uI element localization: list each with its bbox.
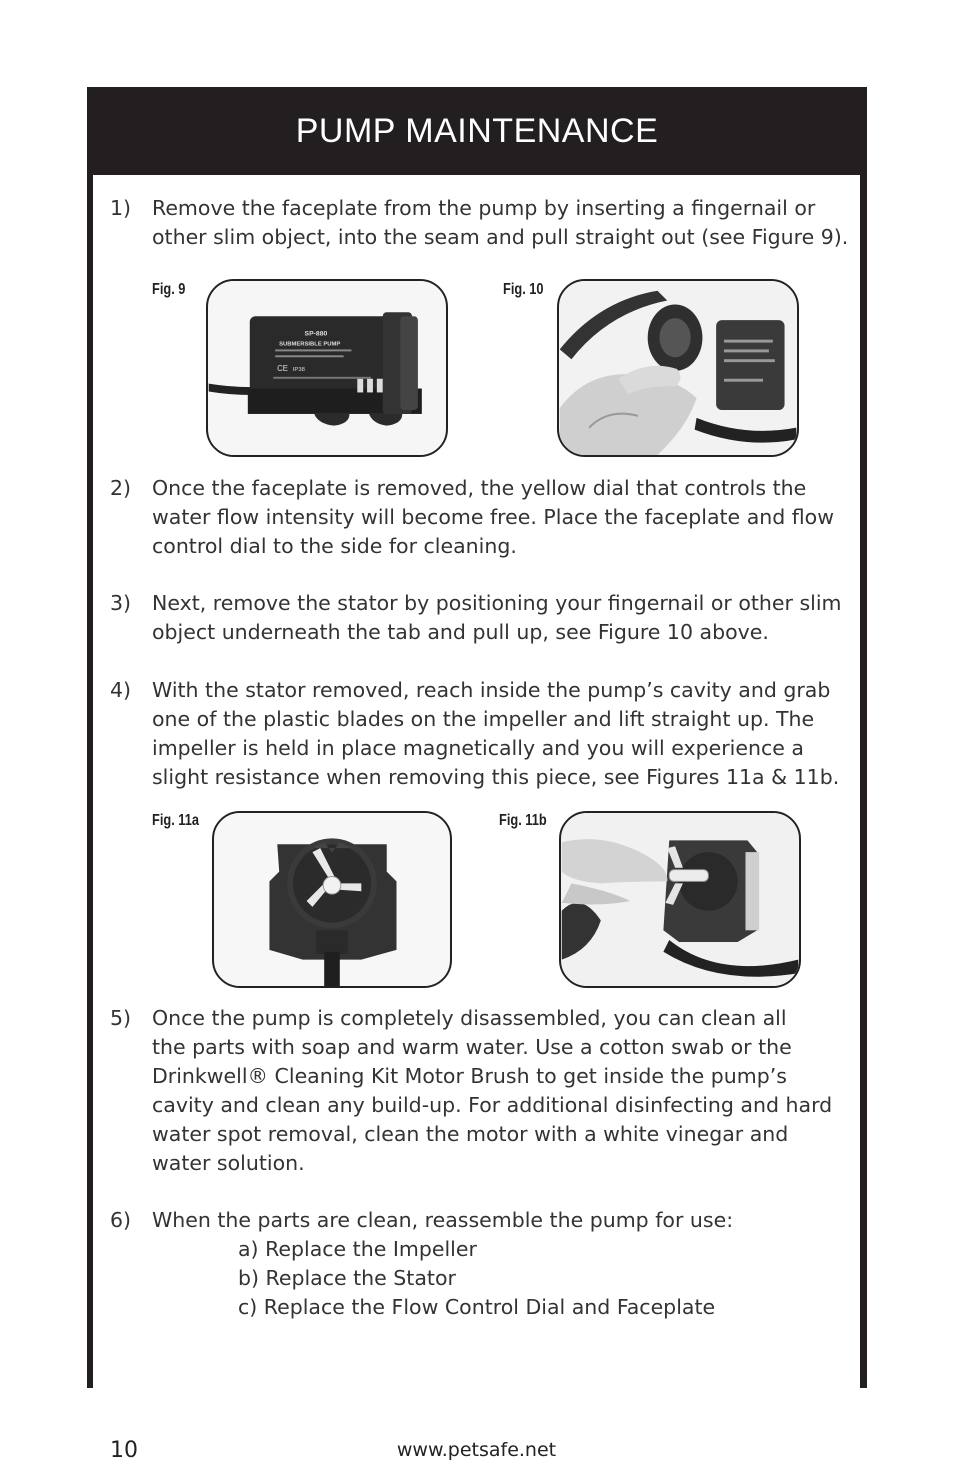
- step-line: cavity and clean any build-up. For additional disinfecting and hard: [152, 1093, 833, 1117]
- step-number: 6): [110, 1208, 132, 1232]
- fig-11b-label: Fig. 11b: [499, 812, 547, 829]
- step-line: impeller is held in place magnetically and you will experience a: [152, 736, 804, 760]
- step-number: 3): [110, 591, 132, 615]
- hand-impeller-illustration: [561, 813, 799, 986]
- step-text: [152, 1206, 733, 1235]
- step-line: slight resistance when removing this piece, see Figures 11a & 11b.: [152, 765, 840, 789]
- page-number: 10: [110, 1438, 138, 1463]
- step-line: water flow intensity will become free. Place the faceplate and flow: [152, 505, 834, 529]
- step-line: Once the pump is completely disassembled, you can clean all: [152, 1006, 787, 1030]
- fig-10-photo: [557, 279, 799, 457]
- step-number: 5): [110, 1006, 132, 1030]
- impeller-cavity-illustration: [214, 813, 450, 986]
- step-text: [152, 194, 848, 252]
- fig-9-photo: [206, 279, 448, 457]
- step-line: When the parts are clean, reassemble the pump for use:: [152, 1208, 734, 1232]
- step-line: one of the plastic blades on the impeller and lift straight up. The: [152, 707, 815, 731]
- pump-rating-label: IP38: [292, 366, 305, 373]
- fig-10-label: Fig. 10: [503, 281, 544, 298]
- step-line: Remove the faceplate from the pump by inserting a fingernail or: [152, 196, 816, 220]
- page-title: PUMP MAINTENANCE: [295, 111, 659, 150]
- step-text: [152, 474, 834, 561]
- step-text: [152, 1004, 832, 1178]
- step-number: 2): [110, 476, 132, 500]
- step-number: 1): [110, 196, 132, 220]
- fig-11a-label: Fig. 11a: [152, 812, 199, 829]
- pump-illustration: [208, 281, 446, 455]
- fig-9-label: Fig. 9: [152, 281, 186, 298]
- step-line: the parts with soap and warm water. Use a cotton swab or the: [152, 1035, 792, 1059]
- step-line: water spot removal, clean the motor with a white vinegar and: [152, 1122, 789, 1146]
- step-line: water solution.: [152, 1151, 305, 1175]
- footer: [93, 1432, 860, 1468]
- fig-11b-photo: [559, 811, 801, 988]
- pump-name-label: SUBMERSIBLE PUMP: [279, 341, 341, 348]
- step-line: Once the faceplate is removed, the yellow dial that controls the: [152, 476, 807, 500]
- step-line: other slim object, into the seam and pull straight out (see Figure 9).: [152, 225, 849, 249]
- substep-c: c) Replace the Flow Control Dial and Faceplate: [238, 1295, 716, 1319]
- substep-b: b) Replace the Stator: [238, 1266, 456, 1290]
- step-line: Next, remove the stator by positioning your fingernail or other slim: [152, 591, 842, 615]
- fig-11a-photo: [212, 811, 452, 988]
- website-link[interactable]: www.petsafe.net: [396, 1439, 557, 1461]
- pump-model-label: SP-880: [304, 330, 328, 338]
- step-line: With the stator removed, reach inside the pump’s cavity and grab: [152, 678, 831, 702]
- step-line: Drinkwell® Cleaning Kit Motor Brush to get inside the pump’s: [152, 1064, 787, 1088]
- step-number: 4): [110, 678, 132, 702]
- step-line: object underneath the tab and pull up, see Figure 10 above.: [152, 620, 769, 644]
- step-text: [152, 589, 842, 647]
- step-text: [152, 676, 839, 792]
- svg-text:CE: CE: [277, 363, 289, 373]
- hand-stator-illustration: [559, 281, 797, 455]
- step-line: control dial to the side for cleaning.: [152, 534, 517, 558]
- substep-a: a) Replace the Impeller: [238, 1237, 477, 1261]
